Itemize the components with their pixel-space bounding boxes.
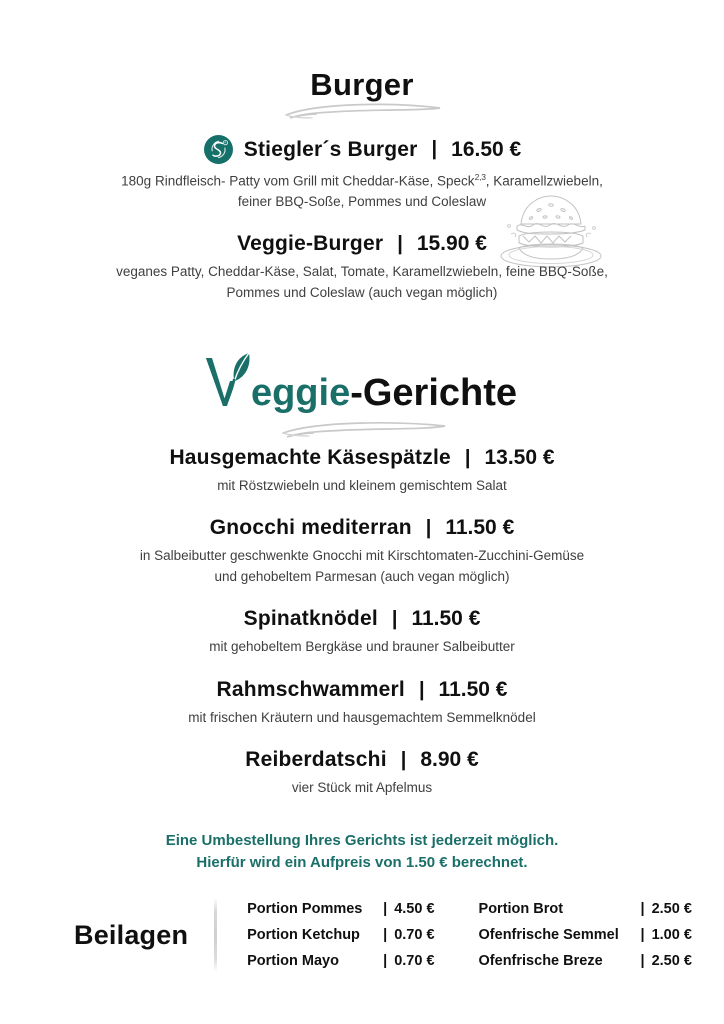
beilagen-section	[0, 898, 724, 972]
menu-item-gnocchi-mediterran[interactable]	[0, 516, 724, 588]
beilage-name: Portion Pommes	[247, 901, 363, 917]
beilage-price: 2.50 €	[651, 901, 692, 917]
section-heading-veggie-gerichte	[0, 350, 724, 443]
stiegler-s-monogram-icon	[203, 134, 234, 165]
item-name: Spinatknödel	[243, 607, 378, 630]
beilage-name: Portion Brot	[478, 901, 564, 917]
item-separator: |	[431, 138, 438, 160]
item-price: 11.50 €	[411, 607, 481, 630]
veggie-v-with-leaf	[203, 350, 255, 414]
item-separator: |	[391, 607, 398, 630]
item-separator: |	[400, 748, 407, 771]
item-description-line-1: 180g Rindfleisch- Patty vom Grill mit Cheddar-Käse, Speck	[121, 173, 475, 189]
menu-item-hausgemachte-kaesespaetzle[interactable]	[0, 446, 724, 497]
item-title-row	[0, 516, 724, 540]
beilage-separator: |	[640, 901, 645, 917]
beilage-price: 4.50 €	[394, 901, 435, 917]
beilagen-title: Beilagen	[74, 919, 189, 950]
section-heading-burger	[0, 68, 724, 124]
beilage-price: 0.70 €	[394, 927, 435, 943]
beilage-separator: |	[383, 927, 388, 943]
item-description	[62, 262, 662, 304]
item-description-line-2: Pommes und Coleslaw (auch vegan möglich)	[226, 284, 498, 300]
item-description	[82, 778, 642, 799]
item-description-line-1: vier Stück mit Apfelmus	[291, 780, 433, 795]
beilagen-row[interactable]	[479, 901, 692, 917]
item-description-line-1: mit gehobeltem Bergkäse und brauner Salbeibutter	[209, 639, 515, 654]
item-title-row	[0, 607, 724, 631]
item-description-line-2: und gehobeltem Parmesan (auch vegan möglich)	[214, 568, 510, 584]
veggie-heading-wrap	[203, 350, 521, 414]
item-price: 16.50 €	[451, 137, 522, 161]
item-separator: |	[464, 446, 471, 469]
item-description	[82, 637, 642, 658]
beilage-separator: |	[383, 901, 388, 917]
item-name: Rahmschwammerl	[216, 678, 405, 701]
item-name: Hausgemachte Käsespätzle	[169, 446, 451, 469]
item-description-line-1: in Salbeibutter geschwenkte Gnocchi mit Kirschtomaten-Zucchini-Gemüse	[139, 548, 585, 563]
beilagen-row[interactable]	[479, 927, 692, 943]
item-description	[72, 546, 652, 588]
umbestellung-notice	[0, 830, 724, 874]
item-price: 11.50 €	[438, 678, 508, 701]
beilage-price: 1.00 €	[651, 927, 692, 943]
notice-line-1: Eine Umbestellung Ihres Gerichts ist jederzeit möglich.	[165, 832, 559, 849]
beilage-name: Portion Ketchup	[247, 927, 360, 943]
notice-line-2: Hierfür wird ein Aufpreis von 1.50 € berechnet.	[196, 853, 528, 871]
menu-item-spinatknoedel[interactable]	[0, 607, 724, 658]
item-separator: |	[425, 516, 432, 539]
item-description-line-1: veganes Patty, Cheddar-Käse, Salat, Tomate, Karamellzwiebeln, feine BBQ-Soße,	[116, 264, 608, 279]
item-name: Reiberdatschi	[245, 748, 387, 771]
item-description-line-2: feiner BBQ-Soße, Pommes und Coleslaw	[237, 194, 487, 210]
item-description-line-1: mit Röstzwiebeln und kleinem gemischtem Salat	[217, 478, 507, 493]
beilage-name: Ofenfrische Semmel	[478, 927, 619, 943]
item-separator: |	[397, 232, 403, 255]
item-description	[82, 476, 642, 497]
beilagen-columns	[247, 901, 692, 969]
veggie-heading-black-part: -Gerichte	[350, 372, 518, 414]
beilagen-row[interactable]	[247, 901, 434, 917]
item-description-line-1: mit frischen Kräutern und hausgemachtem Semmelknödel	[188, 710, 536, 725]
menu-item-reiberdatschi[interactable]	[0, 748, 724, 799]
beilagen-row[interactable]	[247, 927, 434, 943]
item-price: 8.90 €	[420, 748, 479, 771]
item-description	[82, 171, 642, 213]
menu-item-veggie-burger[interactable]	[0, 232, 724, 304]
beilage-price: 0.70 €	[394, 953, 435, 969]
beilage-separator: |	[383, 953, 388, 969]
section-title-burger: Burger	[310, 67, 414, 102]
item-title-row	[0, 678, 724, 702]
item-price: 11.50 €	[445, 516, 515, 539]
item-description	[82, 708, 642, 729]
menu-item-rahmschwammerl[interactable]	[0, 678, 724, 729]
item-description-line-1-tail: , Karamellzwiebeln,	[485, 173, 603, 189]
item-name: Stiegler´s Burger	[243, 137, 418, 161]
item-price: 15.90 €	[416, 232, 487, 255]
item-title-row	[0, 446, 724, 470]
item-title-row	[0, 748, 724, 772]
vertical-divider	[214, 898, 217, 972]
beilagen-row[interactable]	[479, 953, 692, 969]
item-price: 13.50 €	[484, 446, 555, 469]
beilage-name: Portion Mayo	[247, 953, 339, 969]
swoosh-flourish-icon	[267, 417, 457, 443]
beilage-separator: |	[640, 927, 645, 943]
item-name: Veggie-Burger	[237, 232, 384, 255]
beilage-price: 2.50 €	[651, 953, 692, 969]
item-separator: |	[418, 678, 425, 701]
beilagen-row[interactable]	[247, 953, 434, 969]
beilage-separator: |	[640, 953, 645, 969]
item-title-row	[0, 232, 724, 256]
allergen-superscript: 2,3	[474, 172, 486, 182]
item-name: Gnocchi mediterran	[209, 516, 412, 539]
item-title-row	[0, 134, 724, 165]
beilagen-column-left	[247, 901, 434, 969]
beilage-name: Ofenfrische Breze	[478, 953, 603, 969]
svg-text:R: R	[224, 141, 227, 145]
beilagen-column-right	[479, 901, 692, 969]
menu-item-stieglers-burger[interactable]	[0, 134, 724, 213]
veggie-heading-teal-part: eggie	[250, 372, 351, 414]
